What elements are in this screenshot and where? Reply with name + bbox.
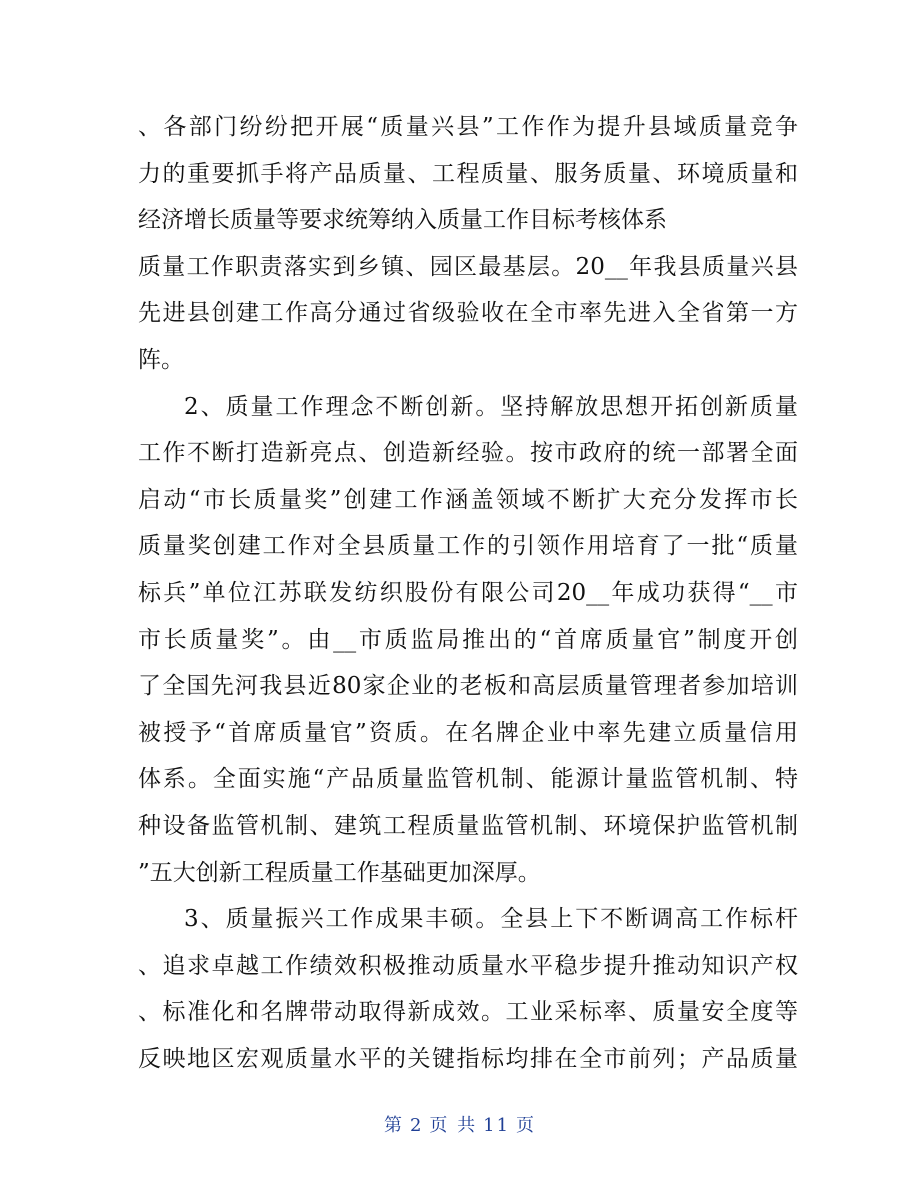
text-line: 标兵”单位江苏联发纺织股份有限公司20__年成功获得“__市 (138, 579, 798, 606)
footer-suffix: 页 (516, 1115, 537, 1136)
text-line: 先进县创建工作高分通过省级验收在全市率先进入全省第一方 (138, 300, 798, 327)
page-footer (0, 1111, 920, 1137)
footer-page-number: 2 (409, 1115, 424, 1136)
text-line: 质量工作职责落实到乡镇、园区最基层。20__年我县质量兴县 (138, 253, 798, 280)
text-line: 、追求卓越工作绩效积极推动质量水平稳步提升推动知识产权 (138, 952, 798, 979)
text-line: 了全国先河我县近80家企业的老板和高层质量管理者参加培训 (138, 673, 798, 700)
footer-prefix: 第 (383, 1115, 404, 1136)
text-line: 2、质量工作理念不断创新。坚持解放思想开拓创新质量 (184, 393, 798, 420)
text-line: 反映地区宏观质量水平的关键指标均排在全市前列；产品质量 (138, 1045, 798, 1072)
text-line: 启动“市长质量奖”创建工作涵盖领域不断扩大充分发挥市长 (138, 486, 798, 513)
text-line: 体系。全面实施“产品质量监管机制、能源计量监管机制、特 (138, 766, 798, 793)
text-line: 力的重要抓手将产品质量、工程质量、服务质量、环境质量和 (138, 160, 798, 187)
text-line: 质量奖创建工作对全县质量工作的引领作用培育了一批“质量 (138, 533, 798, 560)
body-text (138, 104, 798, 1082)
text-line: 工作不断打造新亮点、创造新经验。按市政府的统一部署全面 (138, 440, 798, 467)
text-line: 种设备监管机制、建筑工程质量监管机制、环境保护监管机制 (138, 812, 798, 839)
footer-middle: 页 共 (429, 1115, 478, 1136)
text-line: 、标准化和名牌带动取得新成效。工业采标率、质量安全度等 (138, 999, 798, 1026)
footer-total-pages: 11 (483, 1115, 511, 1136)
text-line: 被授予“首席质量官”资质。在名牌企业中率先建立质量信用 (138, 719, 798, 746)
text-line: 3、质量振兴工作成果丰硕。全县上下不断调高工作标杆 (184, 906, 798, 933)
text-line: 市长质量奖”。由__市质监局推出的“首席质量官”制度开创 (138, 626, 798, 653)
text-line: ”五大创新工程质量工作基础更加深厚。 (138, 859, 541, 886)
text-line: 、各部门纷纷把开展“质量兴县”工作作为提升县域质量竞争 (138, 114, 798, 140)
text-line: 阵。 (138, 346, 184, 373)
text-line: 经济增长质量等要求统筹纳入质量工作目标考核体系 (138, 207, 667, 234)
